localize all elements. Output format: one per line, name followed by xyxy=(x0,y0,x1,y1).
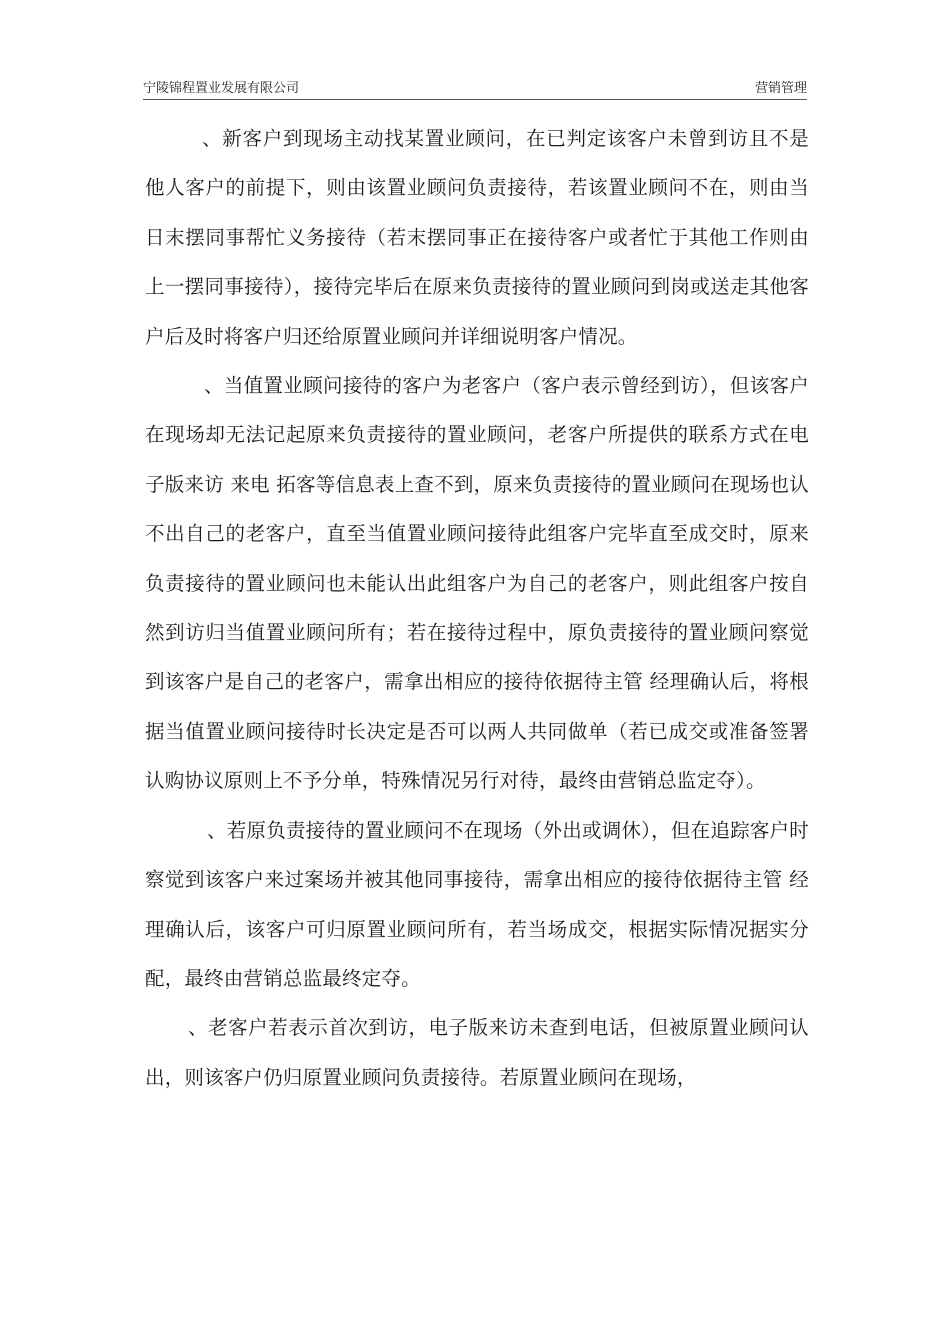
paragraph-2: 、当值置业顾问接待的客户为老客户（客户表示曾经到访），但该客户在现场却无法记起原来负责接待的置业顾问，老客户所提供的联系方式在电子版来访 来电 拓客等信息表上查不到，原来负责接待的置业顾问在现场也认不出自己的老客户，直至当值置业顾问接待此组客户完毕直至成交时，原来负责接待的置业顾问也未能认出此组客户为自己的老客户，则此组客户按自然到访归当值置业顾问所有；若在接待过程中，原负责接待的置业顾问察觉到该客户是自己的老客户，需拿出相应的接待依据待主管 经理确认后，将根据当值置业顾问接待时长决定是否可以两人共同做单（若已成交或准备签署认购协议原则上不予分单，特殊情况另行对待，最终由营销总监定夺）。 xyxy=(145,374,809,793)
header-divider xyxy=(143,99,807,100)
paragraph-1: 、新客户到现场主动找某置业顾问，在已判定该客户未曾到访且不是他人客户的前提下，则由该置业顾问负责接待，若该置业顾问不在，则由当日末摆同事帮忙义务接待（若末摆同事正在接待客户或者忙于其他工作则由上一摆同事接待），接待完毕后在原来负责接待的置业顾问到岗或送走其他客户后及时将客户归还给原置业顾问并详细说明客户情况。 xyxy=(145,127,809,348)
paragraph-4: 、老客户若表示首次到访，电子版来访未查到电话，但被原置业顾问认出，则该客户仍归原置业顾问负责接待。若原置业顾问在现场， xyxy=(145,1016,809,1089)
header-section-title: 营销管理 xyxy=(754,81,807,96)
paragraph-3: 、若原负责接待的置业顾问不在现场（外出或调休），但在追踪客户时察觉到该客户来过案场并被其他同事接待，需拿出相应的接待依据待主管 经理确认后，该客户可归原置业顾问所有，若当场成交，根据实际情况据实分配，最终由营销总监最终定夺。 xyxy=(145,818,809,990)
document-body xyxy=(145,114,809,1102)
header-company-name: 宁陵锦程置业发展有限公司 xyxy=(143,81,300,96)
page-header xyxy=(143,70,807,96)
